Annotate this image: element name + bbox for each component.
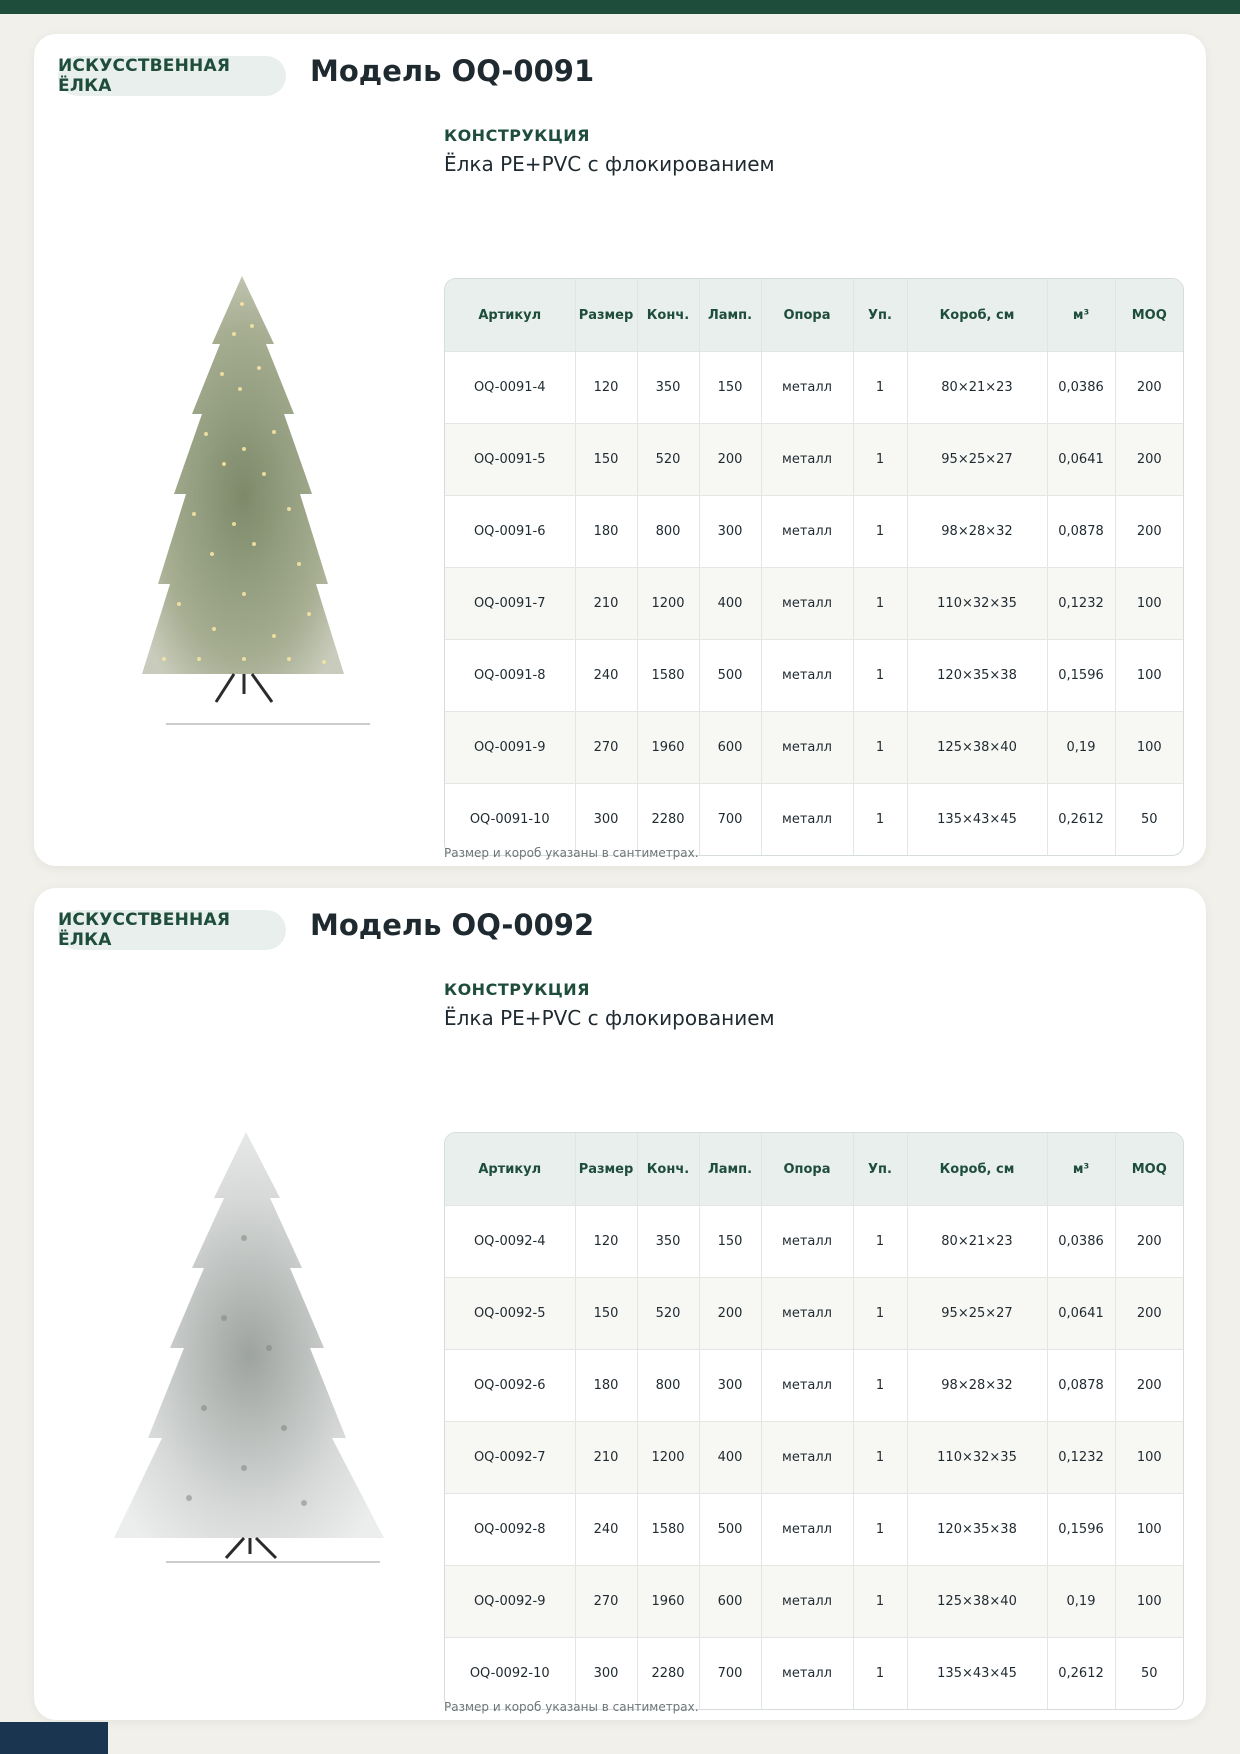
table-cell: 100: [1115, 1422, 1183, 1494]
table-row: [445, 352, 1183, 424]
table-cell: металл: [761, 1422, 853, 1494]
table-cell: 270: [575, 1566, 637, 1638]
table-row: [445, 712, 1183, 784]
table-cell: 1: [853, 712, 907, 784]
table-cell: металл: [761, 640, 853, 712]
table-cell: 500: [699, 1494, 761, 1566]
table-cell: 1: [853, 424, 907, 496]
col-header: м³: [1047, 1133, 1115, 1206]
table-cell: 0,1596: [1047, 640, 1115, 712]
table-cell: металл: [761, 1566, 853, 1638]
table-cell: 200: [1115, 1206, 1183, 1278]
table-cell: 700: [699, 784, 761, 856]
table-cell: 1: [853, 1422, 907, 1494]
table-cell: 0,1232: [1047, 568, 1115, 640]
table-cell: 270: [575, 712, 637, 784]
table-cell: 520: [637, 1278, 699, 1350]
table-cell: 1: [853, 1566, 907, 1638]
table-cell: 100: [1115, 640, 1183, 712]
table-note: Размер и короб указаны в сантиметрах.: [444, 1700, 699, 1714]
table-cell: 350: [637, 352, 699, 424]
table-cell: металл: [761, 496, 853, 568]
table-cell: 98×28×32: [907, 496, 1047, 568]
table-cell: 0,19: [1047, 712, 1115, 784]
table-cell: 120×35×38: [907, 1494, 1047, 1566]
col-header: Конч.: [637, 1133, 699, 1206]
table-cell: 2280: [637, 1638, 699, 1710]
category-badge: ИСКУССТВЕННАЯ ЁЛКА: [58, 910, 286, 950]
table-cell: 50: [1115, 1638, 1183, 1710]
table-cell: OQ-0092-7: [445, 1422, 575, 1494]
col-header: Опора: [761, 1133, 853, 1206]
table-cell: металл: [761, 1278, 853, 1350]
table-note: Размер и короб указаны в сантиметрах.: [444, 846, 699, 860]
table-cell: 135×43×45: [907, 784, 1047, 856]
table-row: [445, 568, 1183, 640]
table-row: [445, 1638, 1183, 1710]
table-cell: OQ-0091-8: [445, 640, 575, 712]
col-header: Ламп.: [699, 279, 761, 352]
table-cell: 1960: [637, 712, 699, 784]
table-cell: 800: [637, 496, 699, 568]
table-cell: OQ-0091-7: [445, 568, 575, 640]
table-cell: 180: [575, 1350, 637, 1422]
table-cell: 0,0878: [1047, 496, 1115, 568]
table-cell: 200: [1115, 424, 1183, 496]
table-cell: 1: [853, 640, 907, 712]
table-cell: 110×32×35: [907, 1422, 1047, 1494]
product-card-2: [34, 888, 1206, 1720]
table-cell: 1200: [637, 1422, 699, 1494]
table-cell: металл: [761, 1638, 853, 1710]
table-cell: 95×25×27: [907, 1278, 1047, 1350]
table-cell: 50: [1115, 784, 1183, 856]
table-header-row: [445, 1133, 1183, 1206]
table-cell: 120: [575, 352, 637, 424]
table-cell: 0,0386: [1047, 1206, 1115, 1278]
table-cell: 0,1596: [1047, 1494, 1115, 1566]
table-cell: 500: [699, 640, 761, 712]
table-cell: 135×43×45: [907, 1638, 1047, 1710]
table-cell: 0,0641: [1047, 424, 1115, 496]
table-cell: 1580: [637, 1494, 699, 1566]
table-header-row: [445, 279, 1183, 352]
table-cell: 400: [699, 1422, 761, 1494]
table-row: [445, 424, 1183, 496]
table-cell: 1: [853, 1494, 907, 1566]
col-header: Опора: [761, 279, 853, 352]
table-cell: 240: [575, 1494, 637, 1566]
product-card-1: [34, 34, 1206, 866]
table-cell: 1: [853, 496, 907, 568]
table-row: [445, 496, 1183, 568]
table-cell: 125×38×40: [907, 712, 1047, 784]
table-cell: 200: [1115, 1278, 1183, 1350]
table-cell: 100: [1115, 712, 1183, 784]
table-cell: 200: [1115, 1350, 1183, 1422]
table-row: [445, 1566, 1183, 1638]
table-cell: OQ-0092-4: [445, 1206, 575, 1278]
table-cell: 200: [699, 424, 761, 496]
table-cell: 200: [1115, 352, 1183, 424]
table-cell: 350: [637, 1206, 699, 1278]
col-header: м³: [1047, 279, 1115, 352]
table-cell: 1: [853, 784, 907, 856]
col-header: MOQ: [1115, 279, 1183, 352]
table-cell: 2280: [637, 784, 699, 856]
table-row: [445, 1422, 1183, 1494]
table-cell: OQ-0092-9: [445, 1566, 575, 1638]
table-cell: 0,0641: [1047, 1278, 1115, 1350]
col-header: Артикул: [445, 279, 575, 352]
table-row: [445, 1350, 1183, 1422]
table-cell: 300: [699, 1350, 761, 1422]
col-header: Размер: [575, 279, 637, 352]
table-cell: 520: [637, 424, 699, 496]
table-cell: 100: [1115, 1494, 1183, 1566]
table-cell: 0,2612: [1047, 1638, 1115, 1710]
table-cell: OQ-0091-6: [445, 496, 575, 568]
table-cell: 125×38×40: [907, 1566, 1047, 1638]
table-cell: 300: [699, 496, 761, 568]
table-cell: металл: [761, 568, 853, 640]
table-cell: 0,1232: [1047, 1422, 1115, 1494]
table-cell: 400: [699, 568, 761, 640]
table-cell: 210: [575, 568, 637, 640]
table-cell: 1: [853, 1278, 907, 1350]
model-title: Модель OQ-0092: [310, 908, 595, 942]
table-cell: 150: [575, 424, 637, 496]
table-cell: 0,19: [1047, 1566, 1115, 1638]
table-cell: 100: [1115, 568, 1183, 640]
table-cell: 1: [853, 1206, 907, 1278]
col-header: Артикул: [445, 1133, 575, 1206]
top-bar: [0, 0, 1240, 14]
construction-label: КОНСТРУКЦИЯ: [444, 126, 590, 145]
table-cell: металл: [761, 784, 853, 856]
table-cell: 1580: [637, 640, 699, 712]
table-cell: 700: [699, 1638, 761, 1710]
table-cell: металл: [761, 1206, 853, 1278]
table-cell: 80×21×23: [907, 352, 1047, 424]
table-cell: 200: [1115, 496, 1183, 568]
table-cell: 300: [575, 784, 637, 856]
table-cell: OQ-0091-5: [445, 424, 575, 496]
table-cell: 150: [699, 1206, 761, 1278]
construction-label: КОНСТРУКЦИЯ: [444, 980, 590, 999]
col-header: MOQ: [1115, 1133, 1183, 1206]
col-header: Конч.: [637, 279, 699, 352]
table-cell: 0,0878: [1047, 1350, 1115, 1422]
table-cell: 120: [575, 1206, 637, 1278]
table-cell: 200: [699, 1278, 761, 1350]
col-header: Короб, см: [907, 279, 1047, 352]
corner-decoration: [0, 1722, 108, 1754]
col-header: Ламп.: [699, 1133, 761, 1206]
specs-table: [444, 278, 1184, 856]
table-cell: 98×28×32: [907, 1350, 1047, 1422]
table-cell: OQ-0091-4: [445, 352, 575, 424]
table-cell: OQ-0091-10: [445, 784, 575, 856]
col-header: Уп.: [853, 279, 907, 352]
table-cell: 150: [699, 352, 761, 424]
table-cell: 600: [699, 1566, 761, 1638]
construction-text: Ёлка PE+PVC с флокированием: [444, 152, 775, 176]
table-cell: металл: [761, 712, 853, 784]
table-cell: OQ-0092-5: [445, 1278, 575, 1350]
col-header: Размер: [575, 1133, 637, 1206]
specs-table: [444, 1132, 1184, 1710]
table-cell: 1960: [637, 1566, 699, 1638]
col-header: Уп.: [853, 1133, 907, 1206]
table-cell: OQ-0092-10: [445, 1638, 575, 1710]
table-row: [445, 640, 1183, 712]
category-badge: ИСКУССТВЕННАЯ ЁЛКА: [58, 56, 286, 96]
construction-text: Ёлка PE+PVC с флокированием: [444, 1006, 775, 1030]
table-cell: 120×35×38: [907, 640, 1047, 712]
table-cell: 180: [575, 496, 637, 568]
table-row: [445, 1494, 1183, 1566]
col-header: Короб, см: [907, 1133, 1047, 1206]
table-cell: 300: [575, 1638, 637, 1710]
table-cell: 210: [575, 1422, 637, 1494]
table-cell: OQ-0092-6: [445, 1350, 575, 1422]
table-cell: 1: [853, 1638, 907, 1710]
tree-image-lit: [94, 264, 384, 734]
table-cell: 110×32×35: [907, 568, 1047, 640]
table-cell: металл: [761, 1494, 853, 1566]
table-cell: 1: [853, 1350, 907, 1422]
table-cell: 0,2612: [1047, 784, 1115, 856]
table-cell: 240: [575, 640, 637, 712]
table-cell: металл: [761, 424, 853, 496]
table-row: [445, 784, 1183, 856]
table-cell: 80×21×23: [907, 1206, 1047, 1278]
table-cell: OQ-0092-8: [445, 1494, 575, 1566]
table-row: [445, 1206, 1183, 1278]
table-cell: 1200: [637, 568, 699, 640]
table-cell: 800: [637, 1350, 699, 1422]
table-cell: металл: [761, 1350, 853, 1422]
tree-image-snow: [94, 1118, 384, 1588]
table-cell: 0,0386: [1047, 352, 1115, 424]
table-cell: 95×25×27: [907, 424, 1047, 496]
table-cell: 150: [575, 1278, 637, 1350]
table-row: [445, 1278, 1183, 1350]
table-cell: 100: [1115, 1566, 1183, 1638]
model-title: Модель OQ-0091: [310, 54, 595, 88]
table-cell: 600: [699, 712, 761, 784]
table-cell: металл: [761, 352, 853, 424]
table-cell: 1: [853, 352, 907, 424]
table-cell: 1: [853, 568, 907, 640]
table-cell: OQ-0091-9: [445, 712, 575, 784]
